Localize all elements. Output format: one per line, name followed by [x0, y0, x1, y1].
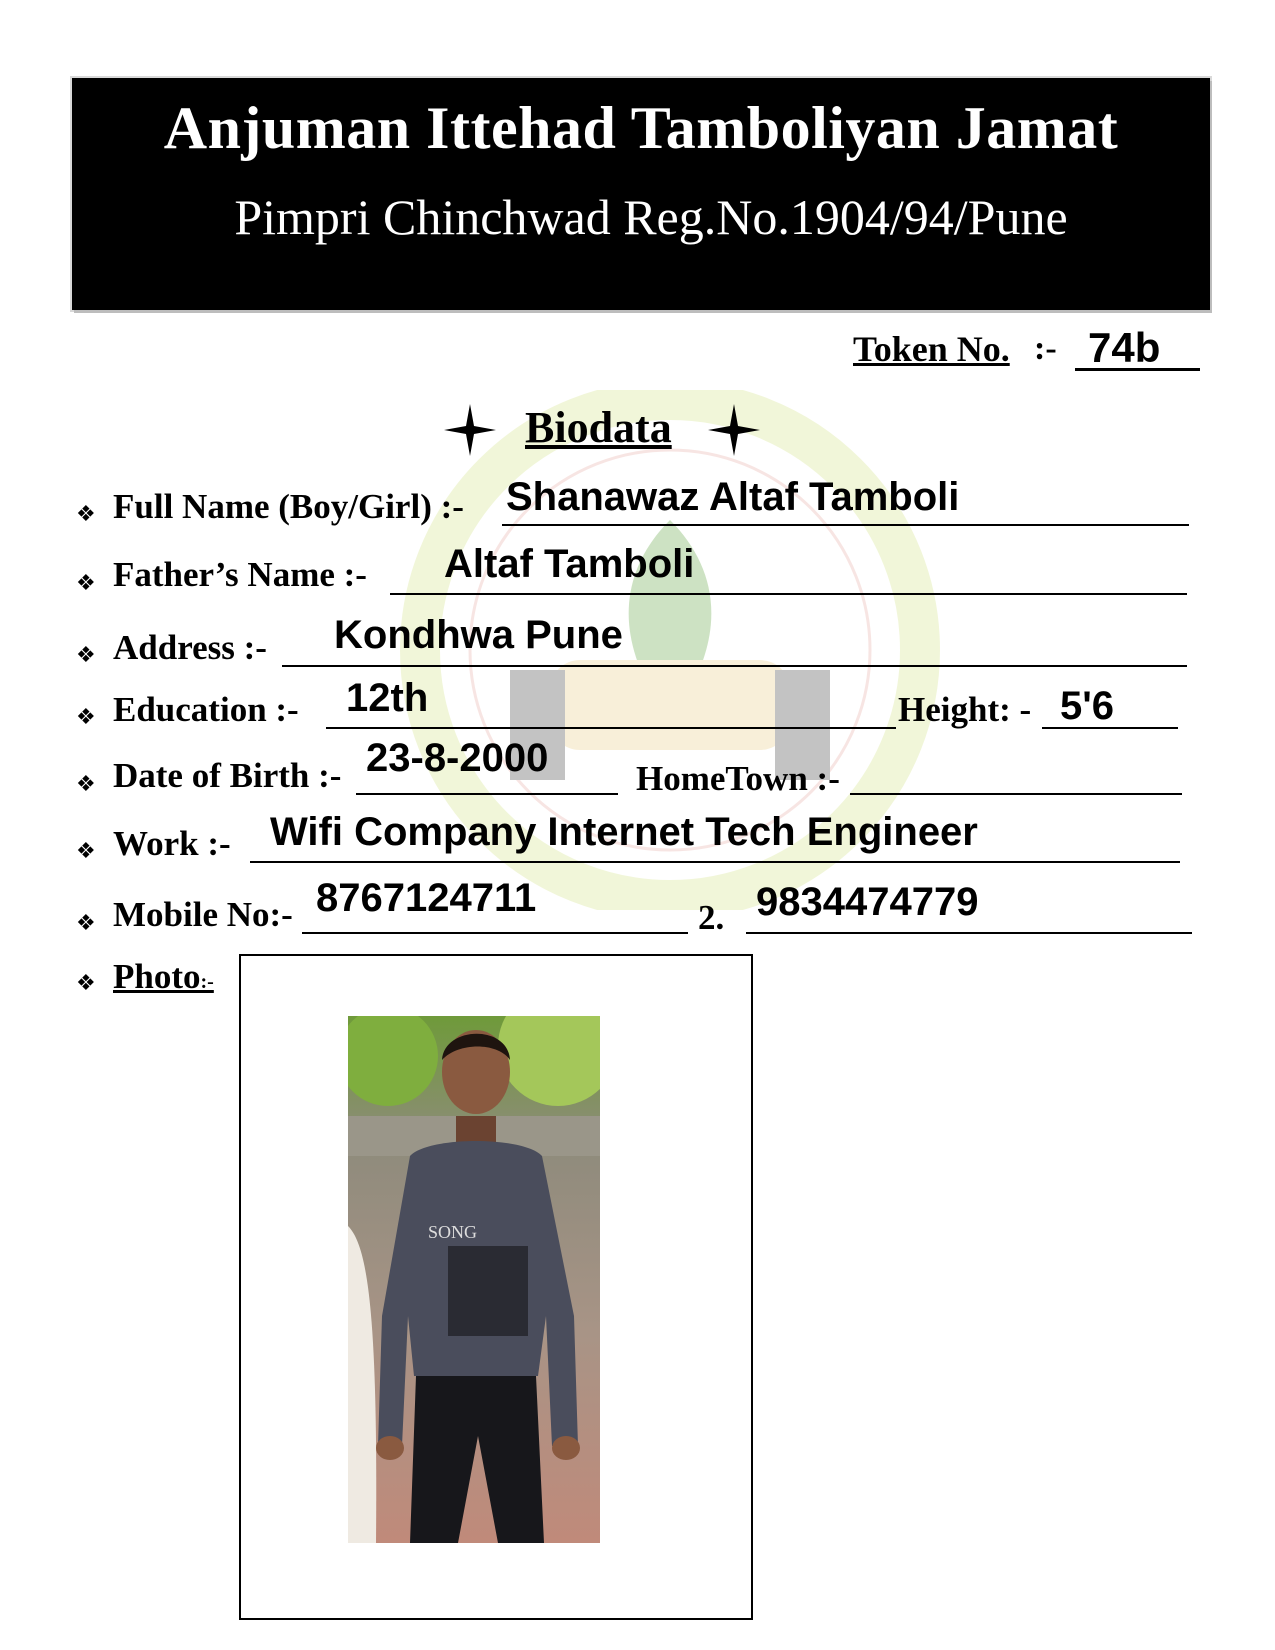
dob-label: Date of Birth :- — [113, 756, 342, 795]
work-line — [250, 861, 1180, 863]
dob-value: 23-8-2000 — [366, 736, 549, 780]
star-right-icon — [706, 402, 762, 458]
education-label: Education :- — [113, 690, 299, 729]
work-label: Work :- — [113, 824, 231, 863]
address-label: Address :- — [113, 628, 267, 667]
token-value: 74b — [1088, 324, 1161, 371]
education-value: 12th — [346, 676, 429, 720]
profile-photo — [348, 1016, 600, 1543]
photo-label: Photo:- — [113, 957, 214, 996]
token-separator: :- — [1034, 330, 1057, 367]
father-name-value: Altaf Tamboli — [444, 542, 695, 586]
address-line — [282, 665, 1187, 667]
full-name-label: Full Name (Boy/Girl) :- — [113, 487, 464, 526]
dob-line — [356, 793, 618, 795]
organization-subtitle: Pimpri Chinchwad Reg.No.1904/94/Pune — [234, 189, 1068, 245]
mobile-value: 8767124711 — [316, 876, 537, 920]
diamond-bullet-icon: ❖ — [76, 838, 96, 863]
father-name-label: Father’s Name :- — [113, 555, 367, 594]
organization-title: Anjuman Ittehad Tamboliyan Jamat — [163, 95, 1119, 161]
diamond-bullet-icon: ❖ — [76, 642, 96, 667]
diamond-bullet-icon: ❖ — [76, 970, 96, 995]
work-value: Wifi Company Internet Tech Engineer — [270, 810, 978, 854]
height-value: 5'6 — [1060, 684, 1115, 728]
hometown-label: HomeTown :- — [636, 759, 840, 798]
diamond-bullet-icon: ❖ — [76, 910, 96, 935]
biodata-title: Biodata — [525, 403, 672, 452]
diamond-bullet-icon: ❖ — [76, 570, 96, 595]
mobile-label: Mobile No:- — [113, 895, 293, 934]
diamond-bullet-icon: ❖ — [76, 704, 96, 729]
mobile-line — [302, 932, 688, 934]
token-label: Token No. — [853, 329, 1010, 369]
hometown-line — [850, 793, 1182, 795]
header-banner — [72, 78, 1210, 310]
address-value: Kondhwa Pune — [334, 613, 623, 657]
diamond-bullet-icon: ❖ — [76, 771, 96, 796]
full-name-value: Shanawaz Altaf Tamboli — [506, 475, 960, 519]
education-line — [326, 727, 896, 729]
diamond-bullet-icon: ❖ — [76, 501, 96, 526]
mobile-2-line — [746, 932, 1192, 934]
full-name-line — [502, 524, 1189, 526]
mobile-2-value: 9834474779 — [756, 880, 979, 924]
mobile-2-label: 2. — [698, 898, 725, 937]
star-left-icon — [442, 402, 498, 458]
height-label: Height: - — [898, 690, 1032, 729]
sweater-text: SONG — [428, 1222, 478, 1242]
father-name-line — [390, 593, 1187, 595]
